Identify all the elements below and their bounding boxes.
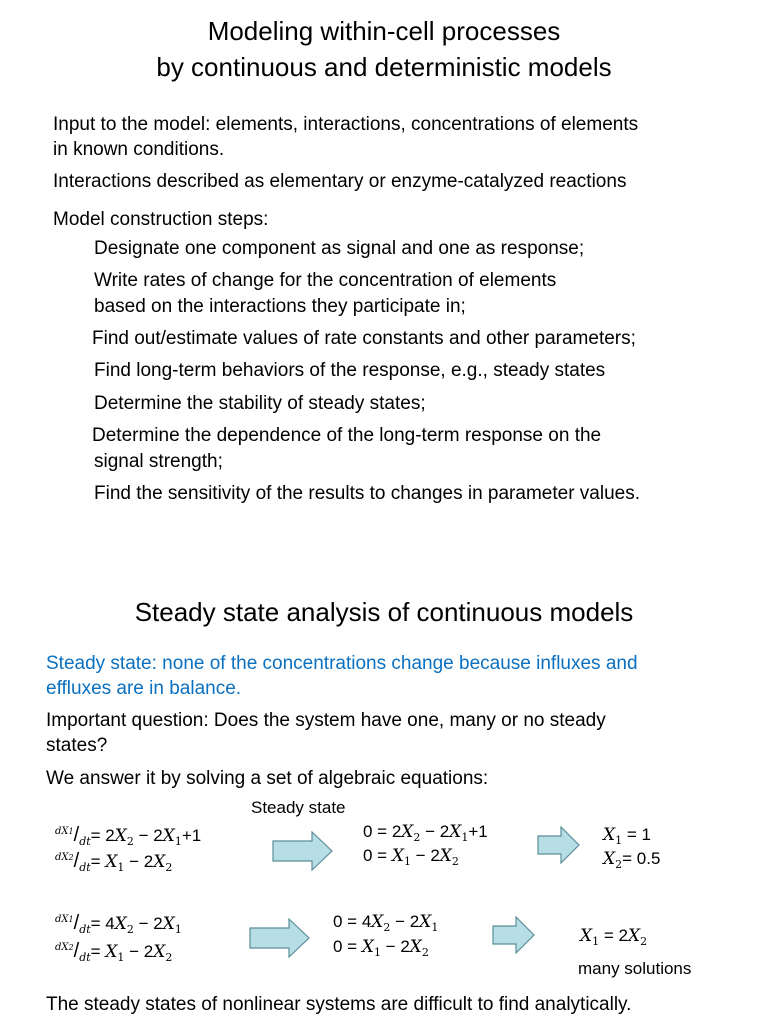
input-line1: Input to the model: elements, interactions, concentrations of elements bbox=[53, 114, 639, 135]
system2-solution: $X_1 = 2X_2$ bbox=[580, 926, 648, 948]
input-line2: in known conditions. bbox=[53, 139, 225, 160]
step-2-line2: based on the interactions they participate in; bbox=[94, 296, 466, 317]
question-line1: Important question: Does the system have one, many or no steady bbox=[46, 710, 606, 731]
steps-heading: Model construction steps: bbox=[53, 209, 269, 230]
question-line2: states? bbox=[46, 735, 108, 756]
conclusion-text: The steady states of nonlinear systems are difficult to find analytically. bbox=[46, 994, 632, 1015]
system1-ss-2: $0 = X_1 - 2X_2$ bbox=[363, 846, 459, 868]
system1-ode-2: $^{dX2}/_{dt}= X_1 - 2X_2$ bbox=[55, 850, 173, 874]
step-1: Designate one component as signal and one as response; bbox=[94, 238, 585, 259]
step-3: Find out/estimate values of rate constants and other parameters; bbox=[92, 328, 636, 349]
step-7: Find the sensitivity of the results to changes in parameter values. bbox=[94, 483, 640, 504]
system2-ss-1: $0 = 4X_2 - 2X_1$ bbox=[333, 912, 439, 934]
answer-text: We answer it by solving a set of algebraic equations: bbox=[46, 768, 489, 789]
step-4: Find long-term behaviors of the response, e.g., steady states bbox=[94, 360, 606, 381]
system1-solution-1: $X_1 = 1$ bbox=[603, 825, 651, 847]
many-solutions-label: many solutions bbox=[578, 959, 692, 978]
slide1-title-line2: by continuous and deterministic models bbox=[156, 52, 612, 82]
step-6-line2: signal strength; bbox=[94, 451, 223, 472]
arrow-right-icon bbox=[537, 826, 581, 864]
system1-ss-1: $0 = 2X_2 - 2X_1+1$ bbox=[363, 822, 488, 844]
interactions-text: Interactions described as elementary or enzyme-catalyzed reactions bbox=[53, 171, 627, 192]
step-2-line1: Write rates of change for the concentration of elements bbox=[94, 270, 557, 291]
step-5: Determine the stability of steady states; bbox=[94, 393, 426, 414]
arrow-right-icon bbox=[272, 831, 334, 871]
system2-ode-2: $^{dX2}/_{dt}= X_1 - 2X_2$ bbox=[55, 940, 173, 964]
definition-line2: effluxes are in balance. bbox=[46, 678, 242, 699]
system2-ode-1: $^{dX1}/_{dt}= 4X_2 - 2X_1$ bbox=[55, 912, 182, 936]
arrow-right-icon bbox=[249, 918, 311, 958]
system1-ode-1: $^{dX1}/_{dt}= 2X_2 - 2X_1+1$ bbox=[55, 824, 202, 848]
arrow-right-icon bbox=[492, 916, 536, 954]
step-6-line1: Determine the dependence of the long-term response on the bbox=[92, 425, 602, 446]
slide1-title-line1: Modeling within-cell processes bbox=[207, 16, 561, 46]
slide2-title: Steady state analysis of continuous models bbox=[134, 597, 634, 627]
definition-line1: Steady state: none of the concentrations change because influxes and bbox=[46, 653, 638, 674]
system2-ss-2: $0 = X_1 - 2X_2$ bbox=[333, 937, 429, 959]
steady-state-label: Steady state bbox=[251, 798, 346, 817]
system1-solution-2: $X_2= 0.5$ bbox=[603, 849, 661, 871]
